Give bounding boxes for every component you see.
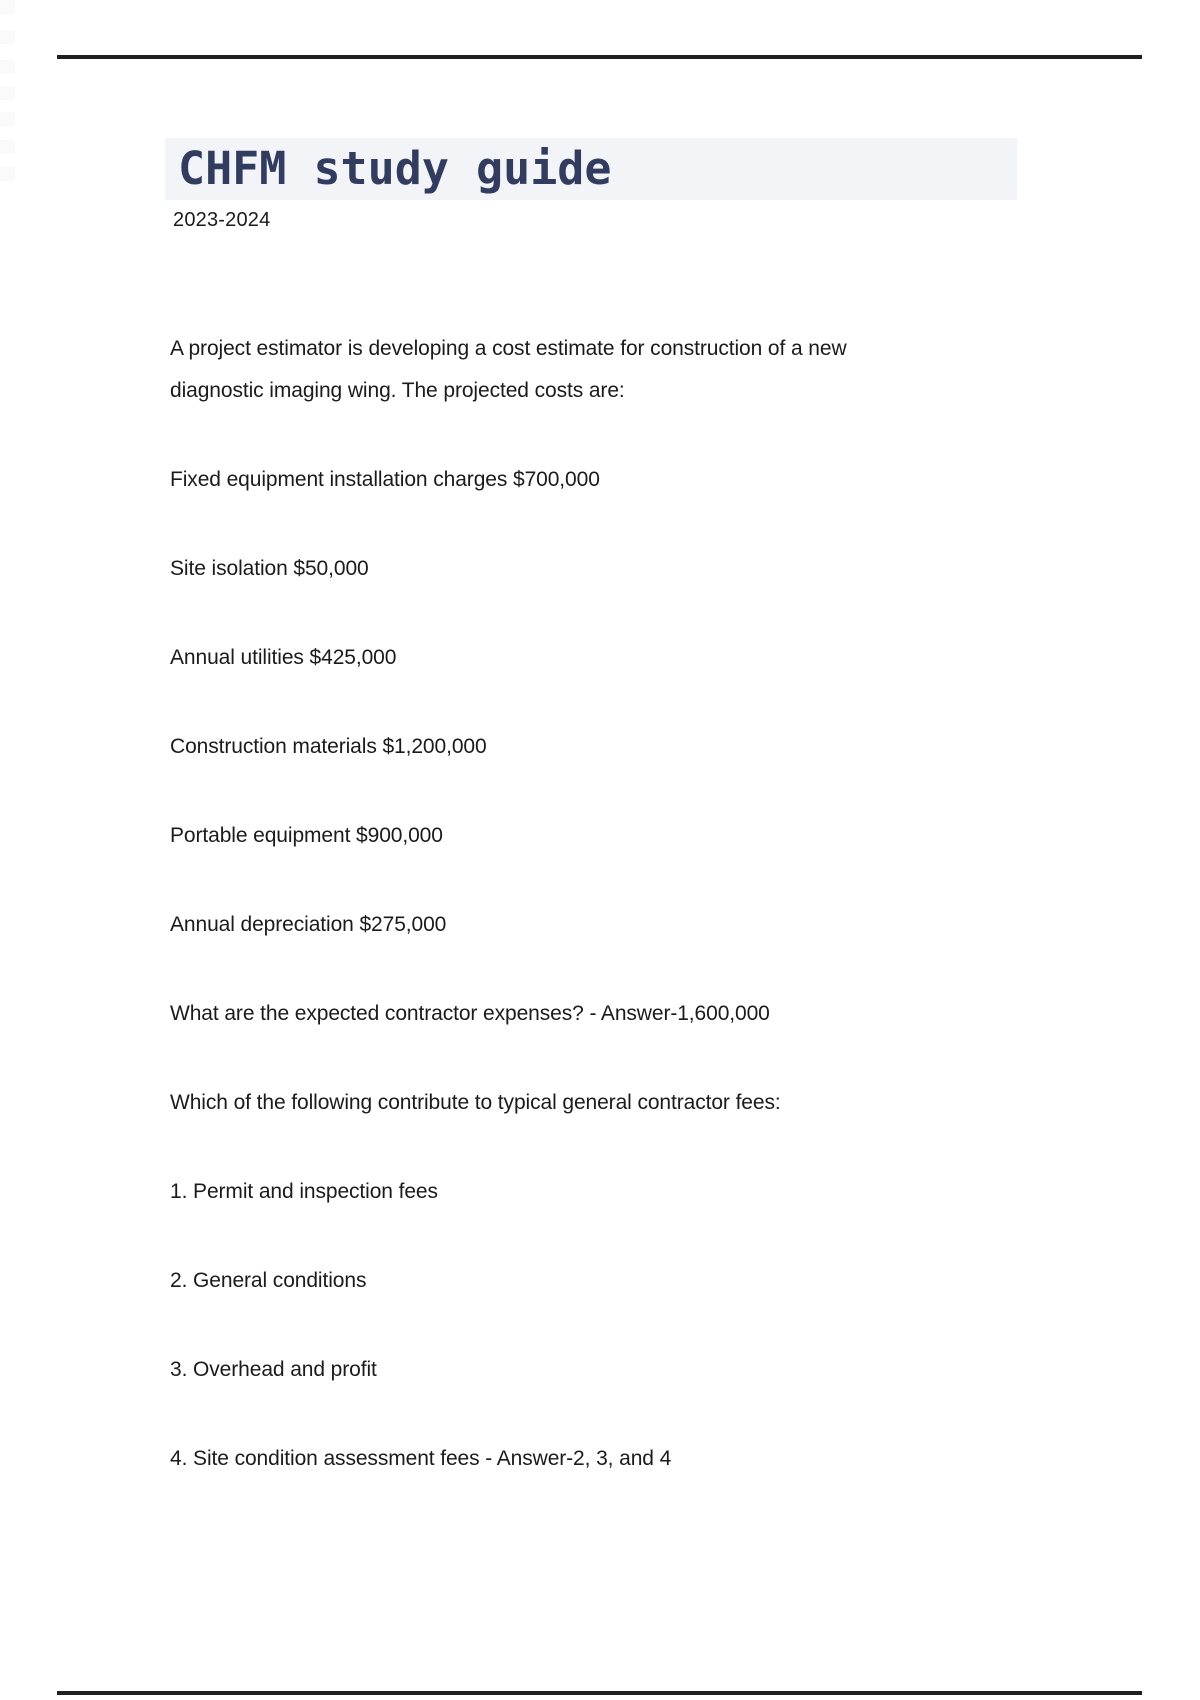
paragraph-line: Construction materials $1,200,000 [170, 735, 487, 758]
paragraph-line: 4. Site condition assessment fees - Answer-2, 3, and 4 [170, 1447, 672, 1470]
paragraph [170, 1438, 1100, 1480]
paragraph [170, 548, 1100, 590]
paragraph-line: A project estimator is developing a cost estimate for construction of a new [170, 337, 847, 360]
paragraph [170, 904, 1100, 946]
page-edge-artifact [0, 60, 15, 74]
paragraph-line: Site isolation $50,000 [170, 557, 369, 580]
paragraph [170, 637, 1100, 679]
paragraph [170, 1349, 1100, 1391]
paragraph [170, 726, 1100, 768]
paragraph-line: diagnostic imaging wing. The projected costs are: [170, 379, 625, 402]
paragraph-line: What are the expected contractor expenses? - Answer-1,600,000 [170, 1002, 770, 1025]
page-title: CHFM study guide [178, 142, 612, 195]
page-edge-artifact [0, 167, 15, 181]
paragraph-line: Annual utilities $425,000 [170, 646, 397, 669]
page-edge-artifact [0, 86, 15, 100]
bottom-rule [57, 1691, 1142, 1695]
paragraph-line: Which of the following contribute to typical general contractor fees: [170, 1091, 781, 1114]
paragraph-line: Portable equipment $900,000 [170, 824, 443, 847]
page-edge-artifact [0, 140, 15, 154]
document-header [165, 138, 1017, 232]
paragraph [170, 815, 1100, 857]
paragraph [170, 1082, 1100, 1124]
top-rule [57, 55, 1142, 59]
document-body [170, 328, 1100, 1527]
paragraph [170, 1171, 1100, 1213]
paragraph-line: Annual depreciation $275,000 [170, 913, 447, 936]
title-highlight [165, 138, 1017, 200]
paragraph-line: 3. Overhead and profit [170, 1358, 377, 1381]
document-subtitle: 2023-2024 [173, 209, 271, 231]
page-edge-artifact [0, 112, 15, 126]
paragraph [170, 328, 1100, 412]
paragraph-line: 1. Permit and inspection fees [170, 1180, 438, 1203]
paragraph-line: 2. General conditions [170, 1269, 367, 1292]
paragraph-line: Fixed equipment installation charges $700,000 [170, 468, 600, 491]
paragraph [170, 1260, 1100, 1302]
paragraph [170, 459, 1100, 501]
page-edge-artifact [0, 0, 15, 14]
page-edge-artifact [0, 30, 15, 44]
paragraph [170, 993, 1100, 1035]
